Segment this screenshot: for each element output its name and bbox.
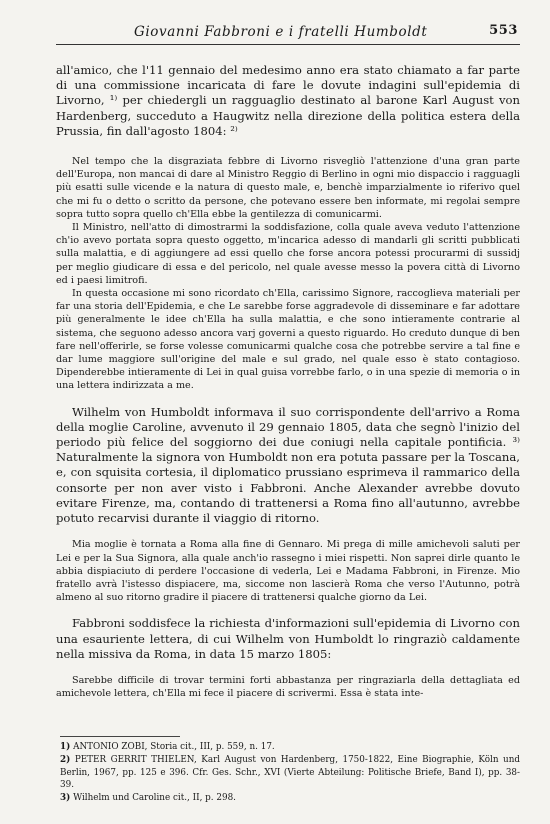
paragraph: Fabbroni soddisfece la richiesta d'informazioni sull'epidemia di Livorno con una esauriente lettera, di cui Wilhelm von Humboldt lo ringraziò caldamente nella missiva da Roma, in data 15 marzo 1805: xyxy=(56,616,520,661)
running-title: Giovanni Fabbroni e i fratelli Humboldt xyxy=(134,24,428,40)
footnote-number: 1) xyxy=(60,742,71,753)
footnote xyxy=(56,741,520,754)
quote-paragraph: Nel tempo che la disgraziata febbre di Livorno risvegliò l'attenzione d'una gran parte dell'Europa, non mancai di dare al Ministro Reggio di Berlino in ogni mio dispaccio i ragguagli più esatti sulle vicende e la natura di questo male, e, benchè imparzialmente io riferivo quel che mi fu o detto o scritto da persone, che potevano essere ben informate, mi regolai sempre sopra tutto sopra quello ch'Ella ebbe la gentilezza di comunicarmi. xyxy=(56,156,520,220)
footnote-text: PETER GERRIT THIELEN, Karl August von Hardenberg, 1750-1822, Eine Biographie, Köln und Berlin, 1967, pp. 125 e 396. Cfr. Ges. Schr., XVI (Vierte Abteilung: Politische Briefe, Band I), pp. 38-39. xyxy=(60,754,520,791)
footnote xyxy=(56,792,520,805)
quote-paragraph: Il Ministro, nell'atto di dimostrarmi la soddisfazione, colla quale aveva veduto l'attenzione ch'io avevo portata sopra questo oggetto, m'incarica adesso di mandarli gli scritti pubblicati sulla malattia, e di aggiungere ad essi quello che forse ancora potessi procurarmi di sussidj per meglio giudicare di essa e del pericolo, nel quale avesse messo la povera città di Livorno ed i paesi limitrofi. xyxy=(56,222,520,286)
quote-paragraph: In questa occasione mi sono ricordato ch'Ella, carissimo Signore, raccoglieva materiali per far una storia dell'Epidemia, e che Le sarebbe forse aggradevole di disseminare e far adottare più generalmente le idee ch'Ella ha sulla malattia, e che sono intieramente contrarie al sistema, che seguono adesso ancora varj governi a questo riguardo. Ho creduto dunque di ben fare nell'offerirle, se forse volesse comunicarmi qualche cosa che potrebbe servire a tal fine e dar lume maggiore sull'origine del male e sul grado, nel quale esso è stato contagioso. Dipenderebbe intieramente di Lei in qual guisa vorrebbe farlo, o in una spezie di memoria o in una lettera indirizzata a me. xyxy=(56,288,520,392)
paragraph: all'amico, che l'11 gennaio del medesimo anno era stato chiamato a far parte di una commissione incaricata di fare le dovute indagini sull'epidemia di Livorno, ¹⁾ per chiedergli un ragguaglio destinato al barone Karl August von Hardenberg, succeduto a Haugwitz nella direzione della politica estera della Prussia, fin dall'agosto 1804: ²⁾ xyxy=(56,63,520,138)
quote-paragraph: Sarebbe difficile di trovar termini forti abbastanza per ringraziarla della dettagliata ed amichevole lettera, ch'Ella mi fece il piacere di scrivermi. Essa è stata inte- xyxy=(56,674,520,700)
footnote-number: 2) xyxy=(60,754,71,765)
paragraph: Wilhelm von Humboldt informava il suo corrispondente dell'arrivo a Roma della moglie Caroline, avvenuto il 29 gennaio 1805, data che segnò l'inizio del periodo più felice del soggiorno dei due coniugi nella capitale pontificia. ³⁾ Naturalmente la signora von Humboldt non era potuta passare per la Toscana, e, con squisita cortesia, il diplomatico prussiano esprimeva il rammarico della consorte per non aver visto i Fabbroni. Anche Alexander avrebbe dovuto evitare Firenze, ma, contando di trattenersi a Roma fino all'autunno, avrebbe potuto recarvisi durante il viaggio di ritorno. xyxy=(56,404,520,526)
quote-paragraph: Mia moglie è tornata a Roma alla fine di Gennaro. Mi prega di mille amichevoli saluti per Lei e per la Sua Signora, alla quale anch'io rassegno i miei rispetti. Non saprei dirle quanto le abbia dispiaciuto di perdere l'occasione di vederla, Lei e Madama Fabbroni, in Firenze. Mio fratello avrà l'istesso dispiacere, ma, siccome non lascierà Roma che verso l'Autunno, potrà almeno al suo ritorno gradire il piacere di trattenersi qualche giorno da Lei. xyxy=(56,539,520,604)
footnote-text: Wilhelm und Caroline cit., II, p. 298. xyxy=(73,792,236,803)
footnote-divider xyxy=(60,736,180,737)
footnote-number: 3) xyxy=(60,792,71,803)
footnotes xyxy=(56,741,520,804)
footnote-text: ANTONIO ZOBI, Storia cit., III, p. 559, n. 17. xyxy=(73,742,275,753)
running-header xyxy=(56,22,520,45)
page-number: 553 xyxy=(489,23,518,38)
footnote xyxy=(56,754,520,792)
